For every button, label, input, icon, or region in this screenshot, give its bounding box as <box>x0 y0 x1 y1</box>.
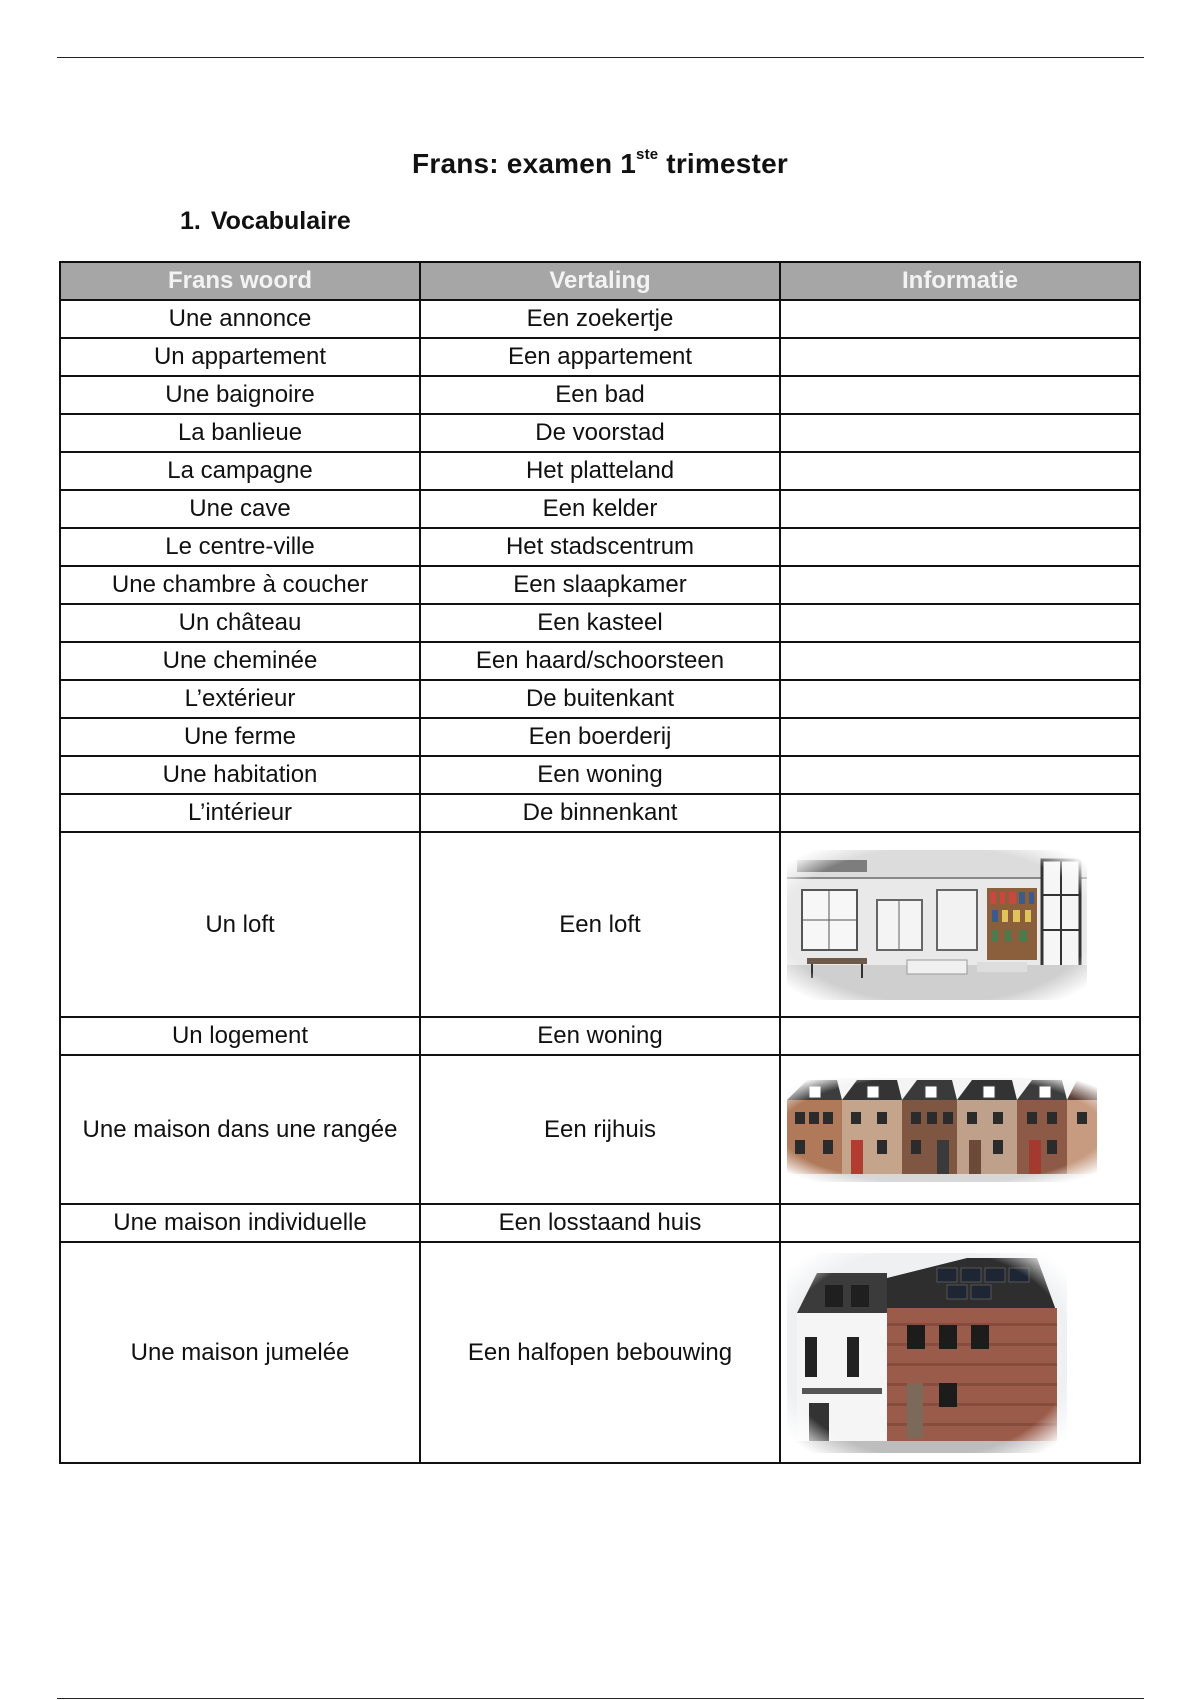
section-number: 1. <box>180 207 201 235</box>
french-word-cell: L’extérieur <box>60 680 420 718</box>
information-cell <box>780 794 1140 832</box>
information-cell <box>780 1242 1140 1463</box>
information-cell <box>780 490 1140 528</box>
information-cell <box>780 528 1140 566</box>
translation-cell: De voorstad <box>420 414 780 452</box>
table-row <box>60 566 1140 604</box>
information-cell <box>780 680 1140 718</box>
top-rule <box>57 57 1144 58</box>
translation-cell: Het platteland <box>420 452 780 490</box>
table-row <box>60 1055 1140 1204</box>
information-cell <box>780 338 1140 376</box>
header-information: Informatie <box>780 262 1140 300</box>
french-word-cell: Une habitation <box>60 756 420 794</box>
translation-cell: Een rijhuis <box>420 1055 780 1204</box>
vocabulary-table <box>59 261 1141 1464</box>
translation-cell: Een woning <box>420 1017 780 1055</box>
information-cell <box>780 376 1140 414</box>
translation-cell: Een losstaand huis <box>420 1204 780 1242</box>
header-translation: Vertaling <box>420 262 780 300</box>
table-row <box>60 680 1140 718</box>
information-cell <box>780 756 1140 794</box>
table-row <box>60 832 1140 1017</box>
translation-cell: Een zoekertje <box>420 300 780 338</box>
french-word-cell: La campagne <box>60 452 420 490</box>
translation-cell: Een halfopen bebouwing <box>420 1242 780 1463</box>
table-row <box>60 376 1140 414</box>
information-cell <box>780 1204 1140 1242</box>
translation-cell: Een slaapkamer <box>420 566 780 604</box>
table-row <box>60 604 1140 642</box>
french-word-cell: Une annonce <box>60 300 420 338</box>
translation-cell: Een bad <box>420 376 780 414</box>
french-word-cell: Une maison jumelée <box>60 1242 420 1463</box>
information-cell <box>780 452 1140 490</box>
information-cell <box>780 1055 1140 1204</box>
table-row <box>60 1017 1140 1055</box>
french-word-cell: Une maison dans une rangée <box>60 1055 420 1204</box>
translation-cell: Het stadscentrum <box>420 528 780 566</box>
table-row <box>60 338 1140 376</box>
french-word-cell: Une ferme <box>60 718 420 756</box>
french-word-cell: Une cave <box>60 490 420 528</box>
french-word-cell: Une maison individuelle <box>60 1204 420 1242</box>
loft-interior-photo <box>787 850 1133 1000</box>
information-cell <box>780 832 1140 1017</box>
french-word-cell: L’intérieur <box>60 794 420 832</box>
french-word-cell: Un château <box>60 604 420 642</box>
table-row <box>60 490 1140 528</box>
french-word-cell: Un appartement <box>60 338 420 376</box>
french-word-cell: Une cheminée <box>60 642 420 680</box>
french-word-cell: Une chambre à coucher <box>60 566 420 604</box>
information-cell <box>780 1017 1140 1055</box>
french-word-cell: Une baignoire <box>60 376 420 414</box>
translation-cell: Een kelder <box>420 490 780 528</box>
table-row <box>60 414 1140 452</box>
translation-cell: Een appartement <box>420 338 780 376</box>
translation-cell: Een haard/schoorsteen <box>420 642 780 680</box>
section-title: Vocabulaire <box>210 207 351 235</box>
translation-cell: De binnenkant <box>420 794 780 832</box>
french-word-cell: Le centre-ville <box>60 528 420 566</box>
translation-cell: Een loft <box>420 832 780 1017</box>
information-cell <box>780 566 1140 604</box>
translation-cell: Een woning <box>420 756 780 794</box>
bottom-rule <box>57 1698 1144 1699</box>
row-houses-photo <box>787 1078 1133 1182</box>
translation-cell: Een kasteel <box>420 604 780 642</box>
page-title: Frans: examen 1ste trimester <box>412 145 788 179</box>
translation-cell: De buitenkant <box>420 680 780 718</box>
table-row <box>60 1204 1140 1242</box>
section-heading <box>180 207 351 236</box>
french-word-cell: Un logement <box>60 1017 420 1055</box>
table-row <box>60 300 1140 338</box>
table-row <box>60 452 1140 490</box>
table-row <box>60 642 1140 680</box>
information-cell <box>780 642 1140 680</box>
french-word-cell: La banlieue <box>60 414 420 452</box>
information-cell <box>780 300 1140 338</box>
table-header-row <box>60 262 1140 300</box>
information-cell <box>780 414 1140 452</box>
table-row <box>60 528 1140 566</box>
information-cell <box>780 718 1140 756</box>
translation-cell: Een boerderij <box>420 718 780 756</box>
table-row <box>60 794 1140 832</box>
table-row <box>60 756 1140 794</box>
header-french-word: Frans woord <box>60 262 420 300</box>
french-word-cell: Un loft <box>60 832 420 1017</box>
table-row <box>60 1242 1140 1463</box>
information-cell <box>780 604 1140 642</box>
semi-detached-house-photo <box>787 1253 1133 1453</box>
table-row <box>60 718 1140 756</box>
